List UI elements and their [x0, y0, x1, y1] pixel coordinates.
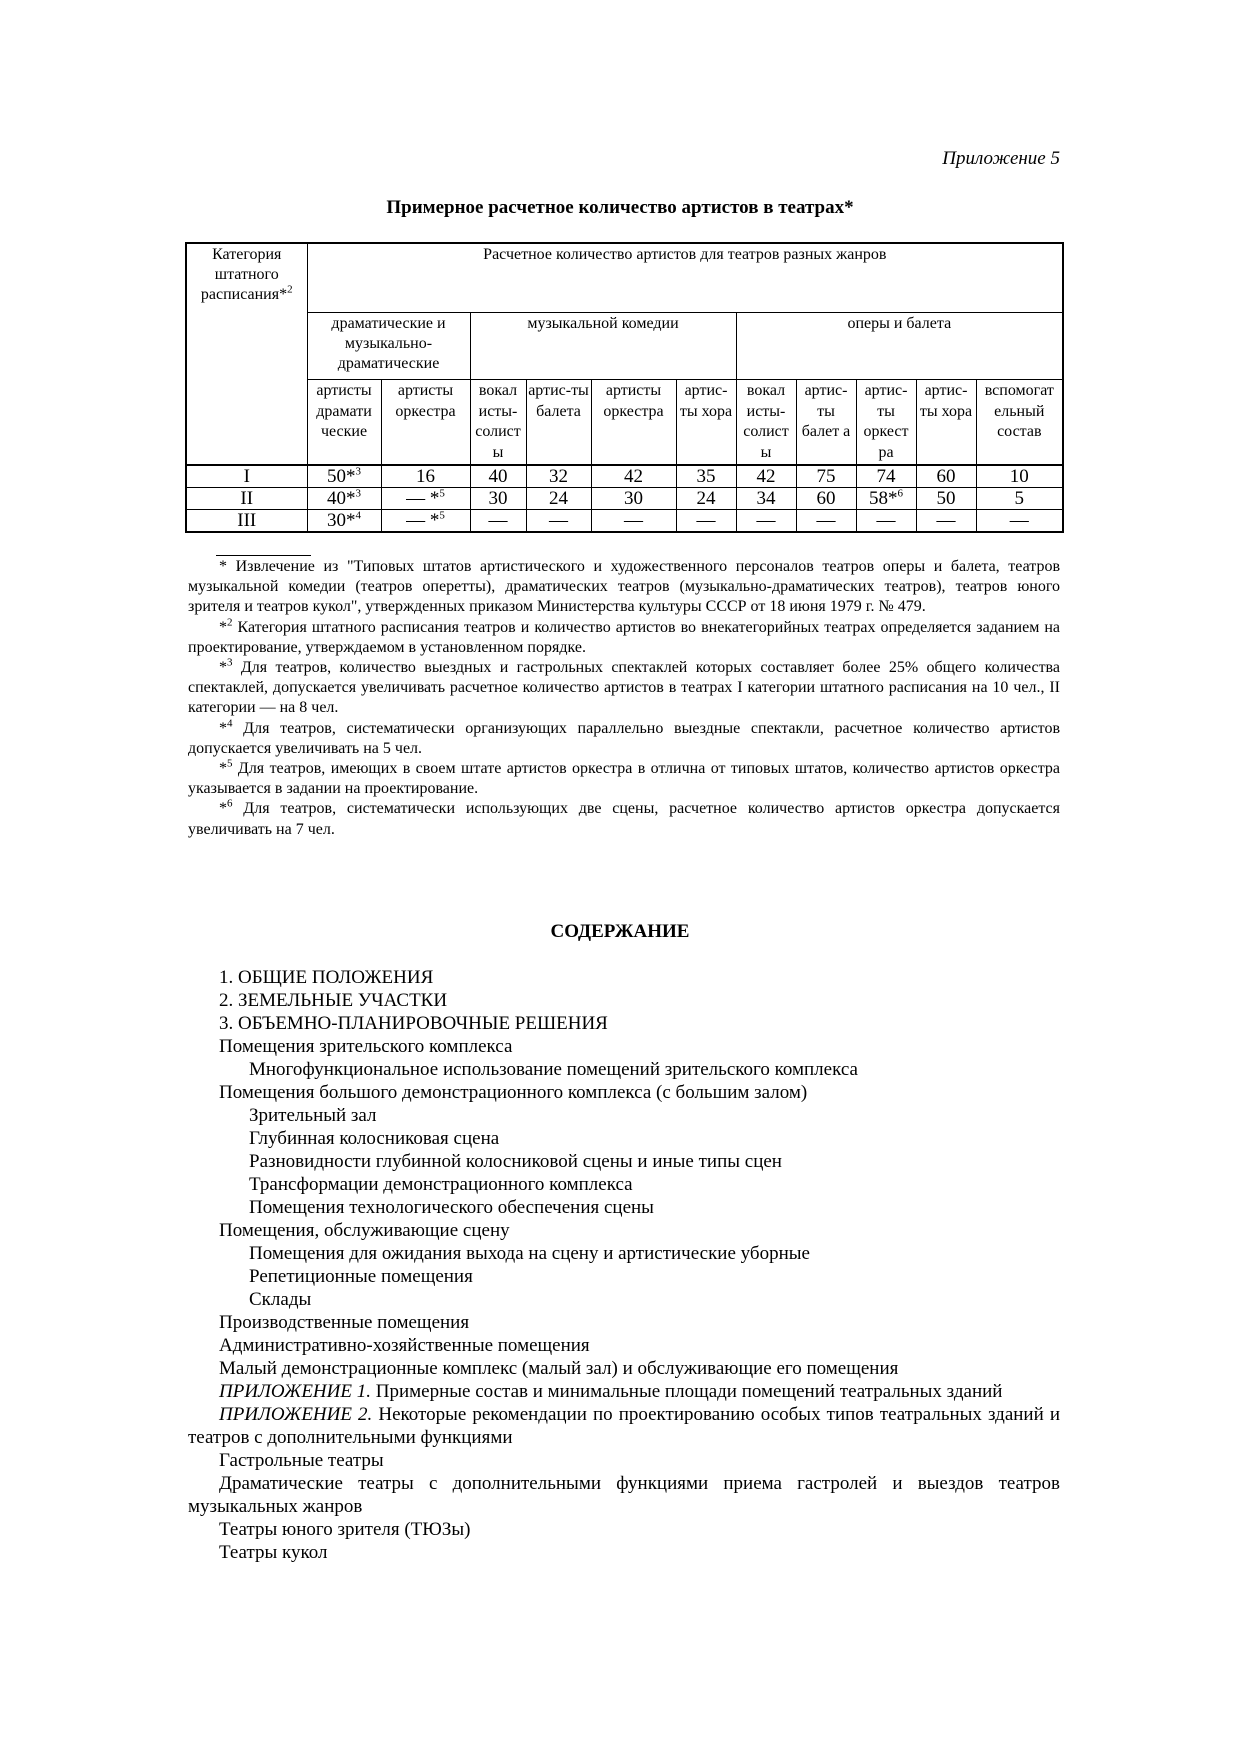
table-cell	[856, 488, 916, 510]
table-cell	[591, 465, 676, 488]
toc-item-label: Помещения большого демонстрационного комплекса (с большим залом)	[219, 1082, 808, 1103]
cell-value: —	[696, 510, 716, 531]
toc-item[interactable]	[188, 1196, 1060, 1219]
footnote-mark: *	[219, 659, 227, 677]
footnote-number: 4	[227, 717, 233, 730]
toc-item-label: Помещения зрительского комплекса	[219, 1036, 513, 1057]
footnote-text: Для театров, количество выездных и гастрольных спектаклей которых составляет более 25% общего количества спектаклей, допускается увеличивать расчетное количество артистов в театрах I категории штатного расписания на 10 чел., II категории — на 8 чел.	[188, 659, 1060, 717]
cell-value: —	[624, 510, 643, 531]
toc-item[interactable]	[188, 1472, 1060, 1518]
toc-item[interactable]	[188, 1334, 1060, 1357]
cell-value: 30	[624, 488, 643, 509]
cell-value: 42	[624, 466, 643, 487]
toc-item[interactable]	[188, 1058, 1060, 1081]
toc-item-label: Склады	[249, 1289, 312, 1310]
table-cell	[916, 465, 976, 488]
column-header: артисты драмати ческие	[307, 380, 381, 466]
toc-item[interactable]	[188, 1449, 1060, 1472]
table-cell	[381, 488, 470, 510]
toc-item-label: Производственные помещения	[219, 1312, 470, 1333]
cell-value: —	[549, 510, 568, 531]
cell-value: 32	[549, 466, 568, 487]
cell-value: 40*	[327, 488, 356, 509]
toc-item[interactable]	[188, 1242, 1060, 1265]
footnote-number: 2	[227, 616, 233, 629]
toc-item-label: Помещения для ожидания выхода на сцену и артистические уборные	[249, 1243, 810, 1264]
toc-item-prefix: ПРИЛОЖЕНИЕ 1.	[219, 1381, 371, 1402]
column-header: вокал исты-солист ы	[736, 380, 796, 466]
cell-value: 30	[488, 488, 508, 509]
toc-item-label: Разновидности глубинной колосниковой сцены и иные типы сцен	[249, 1151, 782, 1172]
footnote-text: Для театров, систематически организующих параллельно выездные спектакли, расчетное количество артистов допускается увеличивать на 5 чел.	[188, 719, 1060, 757]
column-header: артис-ты балета	[526, 380, 591, 466]
footnote-ref: 4	[355, 509, 361, 522]
toc-item[interactable]	[188, 1173, 1060, 1196]
toc-item-label: Драматические театры с дополнительными функциями приема гастролей и выездов театров музыкальных жанров	[188, 1473, 1060, 1517]
cell-value: 35	[696, 466, 716, 487]
table-cell	[307, 510, 381, 533]
toc-item-label: 2. ЗЕМЕЛЬНЫЕ УЧАСТКИ	[219, 990, 448, 1011]
toc-item[interactable]	[188, 966, 1060, 989]
table-of-contents	[188, 966, 1060, 1564]
toc-item-label: Театры кукол	[219, 1542, 328, 1563]
group-header-drama: драматические и музыкально-драматические	[307, 313, 470, 380]
toc-item-label: Гастрольные театры	[219, 1450, 384, 1471]
footnote-mark: *	[219, 719, 227, 737]
toc-item-label: Административно-хозяйственные помещения	[219, 1335, 590, 1356]
cell-value: 40	[488, 466, 508, 487]
cell-value: —	[488, 510, 508, 531]
footnote	[188, 799, 1060, 839]
table-cell	[916, 488, 976, 510]
cell-value: 5	[1014, 488, 1025, 509]
toc-item[interactable]	[188, 1104, 1060, 1127]
cell-value: 75	[816, 466, 836, 487]
cell-value: 34	[756, 488, 776, 509]
table-cell	[307, 488, 381, 510]
footnote-divider	[216, 555, 311, 556]
table-cell	[676, 488, 736, 510]
footnote	[188, 618, 1060, 658]
toc-item[interactable]	[188, 1541, 1060, 1564]
table-cell	[591, 510, 676, 533]
toc-item[interactable]	[188, 989, 1060, 1012]
footnote-number: 6	[227, 798, 233, 811]
cell-value: —	[1009, 510, 1029, 531]
column-header: артисты оркестра	[381, 380, 470, 466]
footnote-ref: 6	[897, 487, 903, 500]
cell-value: —	[816, 510, 836, 531]
toc-item-label: Малый демонстрационные комплекс (малый зал) и обслуживающие его помещения	[219, 1358, 899, 1379]
cell-value: 30*	[327, 510, 356, 531]
footnote-text: Извлечение из "Типовых штатов артистического и художественного персоналов театров оперы и балета, театров музыкальной комедии (театров оперетты), драматических театров (музыкально-драматических театров), театров юного зрителя и театров кукол", утвержденных приказом Министерства культуры СССР от 18 июня 1979 г. № 479.	[188, 558, 1060, 616]
group-header-musical-comedy: музыкальной комедии	[470, 313, 736, 380]
footnote-text: Категория штатного расписания театров и количество артистов во внекатегорийных театрах определяется заданием на проектирование, утверждаемом в установленном порядке.	[188, 618, 1060, 656]
table-cell	[307, 465, 381, 488]
toc-item-label: Многофункциональное использование помещений зрительского комплекса	[249, 1059, 858, 1080]
column-header: артис-ты оркест ра	[856, 380, 916, 466]
table-cell	[916, 510, 976, 533]
table-cell	[526, 510, 591, 533]
table-row	[186, 510, 1063, 533]
footnote-mark: *	[219, 760, 227, 778]
cell-value: — *	[406, 510, 440, 531]
footnote-ref: 3	[355, 465, 361, 478]
table-cell	[736, 465, 796, 488]
cell-value: 50*	[327, 466, 356, 487]
table-cell	[796, 488, 856, 510]
toc-item[interactable]	[188, 1127, 1060, 1150]
column-header: вспомогат ельный состав	[976, 380, 1063, 466]
footnote-mark: *	[219, 618, 227, 636]
cell-value: 74	[876, 466, 896, 487]
column-header: артис-ты хора	[676, 380, 736, 466]
toc-item-label: Трансформации демонстрационного комплекса	[249, 1174, 633, 1195]
cell-value: 42	[756, 466, 776, 487]
footnote-text: Для театров, имеющих в своем штате артистов оркестра в отлична от типовых штатов, количество артистов оркестра указывается в задании на проектирование.	[188, 760, 1060, 798]
toc-item-label: Зрительный зал	[249, 1105, 377, 1126]
column-header: вокал исты-солист ы	[470, 380, 526, 466]
footnote-ref: 5	[439, 509, 445, 522]
toc-item[interactable]	[188, 1035, 1060, 1058]
footnote	[188, 759, 1060, 799]
category-header: Категория штатного расписания*$^2$	[186, 243, 307, 465]
footnote	[188, 557, 1060, 618]
toc-item-label: Помещения, обслуживающие сцену	[219, 1220, 510, 1241]
cell-value: 24	[696, 488, 716, 509]
cell-value: 58*	[869, 488, 898, 509]
table-cell	[381, 510, 470, 533]
table-cell	[736, 488, 796, 510]
toc-item[interactable]	[188, 1150, 1060, 1173]
footnote-mark: *	[219, 800, 227, 818]
toc-item-label: 3. ОБЪЕМНО-ПЛАНИРОВОЧНЫЕ РЕШЕНИЯ	[219, 1013, 608, 1034]
toc-item[interactable]	[188, 1518, 1060, 1541]
toc-item-label: Некоторые рекомендации по проектированию особых типов театральных зданий и театров с дополнительными функциями	[188, 1404, 1060, 1448]
table-cell	[736, 510, 796, 533]
table-cell	[526, 488, 591, 510]
toc-item-prefix: ПРИЛОЖЕНИЕ 2.	[219, 1404, 373, 1425]
toc-item[interactable]	[188, 1265, 1060, 1288]
toc-item[interactable]	[188, 1081, 1060, 1104]
column-header: артис-ты хора	[916, 380, 976, 466]
footnote-ref: 3	[355, 487, 361, 500]
table-cell	[856, 465, 916, 488]
toc-title: СОДЕРЖАНИЕ	[550, 921, 690, 942]
cell-value: —	[876, 510, 896, 531]
column-header: артисты оркестра	[591, 380, 676, 466]
toc-item-label: Примерные состав и минимальные площади помещений театральных зданий	[370, 1381, 1003, 1402]
cell-value: 60	[816, 488, 836, 509]
toc-item[interactable]	[188, 1288, 1060, 1311]
table-cell	[976, 465, 1063, 488]
toc-item[interactable]	[188, 1012, 1060, 1035]
footnote-mark: *	[219, 558, 227, 575]
toc-item[interactable]	[188, 1219, 1060, 1242]
category-cell: I	[186, 465, 307, 488]
cell-value: 50	[936, 488, 956, 509]
table-cell	[796, 510, 856, 533]
table-cell	[796, 465, 856, 488]
toc-item[interactable]	[188, 1311, 1060, 1334]
toc-item[interactable]	[188, 1357, 1060, 1380]
table-cell	[470, 488, 526, 510]
toc-item[interactable]	[188, 1380, 1060, 1403]
toc-item-label: Помещения технологического обеспечения сцены	[249, 1197, 654, 1218]
table-row	[186, 465, 1063, 488]
appendix-label: Приложение 5	[942, 148, 1060, 169]
toc-item-label: 1. ОБЩИЕ ПОЛОЖЕНИЯ	[219, 967, 434, 988]
footnote-ref: 5	[439, 487, 445, 500]
footnote-text: Для театров, систематически использующих две сцены, расчетное количество артистов оркестра допускается увеличивать на 7 чел.	[188, 800, 1060, 838]
cell-value: 24	[549, 488, 568, 509]
table-cell	[976, 510, 1063, 533]
table-row	[186, 488, 1063, 510]
footnote-number: 3	[227, 656, 233, 669]
table-cell	[856, 510, 916, 533]
cell-value: — *	[406, 488, 440, 509]
footnotes	[188, 557, 1060, 840]
group-header-opera-ballet: оперы и балета	[736, 313, 1063, 380]
artists-table	[185, 242, 1064, 533]
toc-item[interactable]	[188, 1403, 1060, 1449]
table-cell	[976, 488, 1063, 510]
cell-value: —	[756, 510, 776, 531]
cell-value: —	[936, 510, 956, 531]
toc-item-label: Глубинная колосниковая сцена	[249, 1128, 500, 1149]
category-cell: II	[186, 488, 307, 510]
cell-value: 10	[1009, 466, 1029, 487]
toc-item-label: Театры юного зрителя (ТЮЗы)	[219, 1519, 471, 1540]
category-cell: III	[186, 510, 307, 533]
cell-value: 60	[936, 466, 956, 487]
footnote	[188, 658, 1060, 719]
table-cell	[470, 465, 526, 488]
table-cell	[470, 510, 526, 533]
cell-value: 16	[416, 466, 435, 487]
main-header: Расчетное количество артистов для театров разных жанров	[307, 243, 1063, 313]
table-title: Примерное расчетное количество артистов в театрах*	[386, 197, 854, 218]
footnote	[188, 719, 1060, 759]
toc-item-label: Репетиционные помещения	[249, 1266, 473, 1287]
table-cell	[381, 465, 470, 488]
table-cell	[526, 465, 591, 488]
table-cell	[676, 510, 736, 533]
footnote-number: 5	[227, 757, 233, 770]
table-cell	[676, 465, 736, 488]
table-cell	[591, 488, 676, 510]
column-header: артис-ты балет а	[796, 380, 856, 466]
